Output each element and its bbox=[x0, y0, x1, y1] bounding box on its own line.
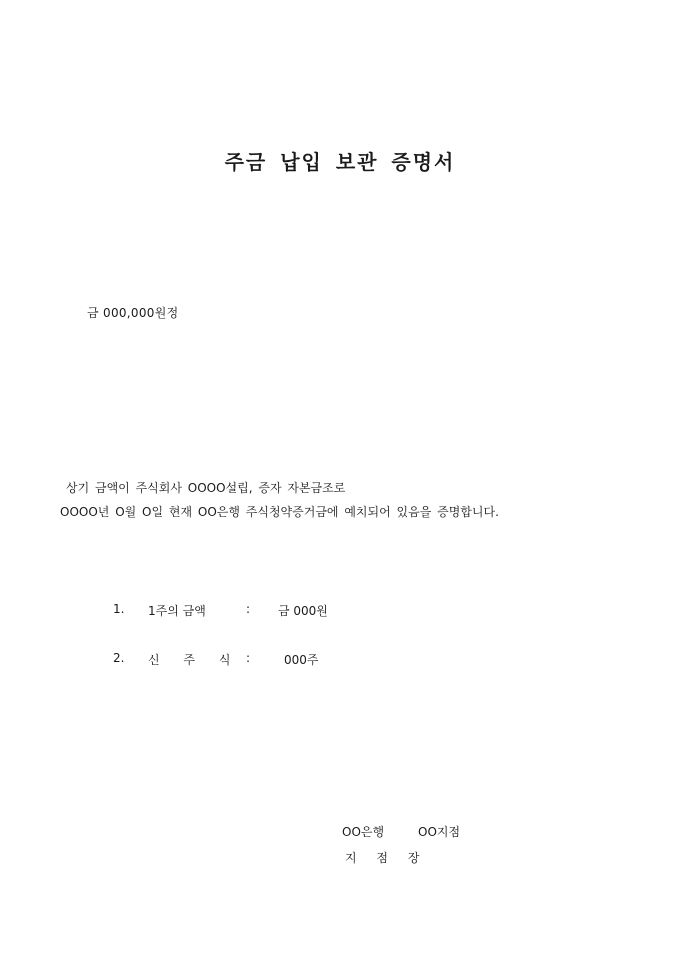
item-value: 금 000원 bbox=[278, 604, 328, 618]
amount-line: 금 000,000원정 bbox=[87, 306, 179, 320]
item-new-shares bbox=[113, 651, 373, 667]
item-value: 000주 bbox=[284, 653, 319, 667]
item-colon: : bbox=[246, 651, 251, 665]
signature-bank: OO은행 bbox=[342, 825, 385, 839]
item-number: 1. bbox=[113, 602, 125, 616]
signature-manager: 지 점 장 bbox=[345, 851, 428, 865]
signature-branch: OO지점 bbox=[418, 825, 461, 839]
document-title: 주금 납입 보관 증명서 bbox=[224, 150, 456, 174]
item-label: 1주의 금액 bbox=[148, 604, 206, 618]
item-share-price bbox=[113, 602, 373, 618]
body-text-line-1: 상기 금액이 주식회사 OOOO설립, 증자 자본금조로 bbox=[66, 481, 346, 495]
body-text-line-2: OOOO년 O월 O일 현재 OO은행 주식청약증거금에 예치되어 있음을 증명합니다. bbox=[60, 505, 499, 519]
item-label: 신 주 식 bbox=[148, 653, 241, 667]
item-number: 2. bbox=[113, 651, 125, 665]
item-colon: : bbox=[246, 602, 251, 616]
